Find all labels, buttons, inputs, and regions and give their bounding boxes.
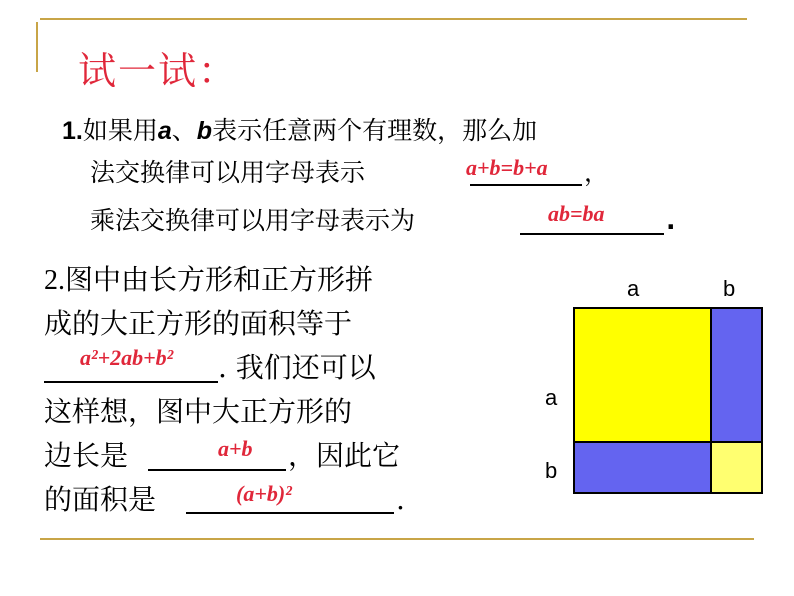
diagram-label-left-b: b [545,458,558,483]
q1-number: 1. [62,117,83,145]
q2-answer-3: (a+b)² [236,481,292,506]
q2-number: 2. [44,265,65,296]
q2-line4: 这样想，图中大正方形的 [44,395,353,428]
q1-line1-post: 表示任意两个有理数，那么加 [212,116,538,145]
q2-line5-pre: 边长是 [44,439,129,472]
q1-var-a: a [157,117,172,145]
big-square-a [573,307,712,443]
q1-line2-comma: ， [584,158,610,187]
q2-line1-text: 图中由长方形和正方形拼 [65,263,374,296]
q1-var-b: b [196,117,213,145]
q1-line3-period: . [666,206,676,235]
q2-line2: 成的大正方形的面积等于 [44,307,353,340]
q2-answer-2: a+b [218,436,253,461]
diagram-label-top-a: a [627,276,640,301]
q2-answer-1: a²+2ab+b² [80,345,174,370]
q1-line3-text: 乘法交换律可以用字母表示为 [90,206,416,235]
rectangle-ab-right [710,307,763,443]
q1-answer-1: a+b=b+a [466,155,548,180]
rectangle-ab-bottom [573,441,712,494]
q2-line6-post: . [396,483,405,516]
diagram-label-top-b: b [723,276,736,301]
slide-title: 试一试： [78,49,239,93]
small-square-b [710,441,763,494]
diagram-label-left-a: a [545,385,558,410]
q1-answer-2: ab=ba [548,201,605,226]
q2-line6-pre: 的面积是 [44,483,157,516]
q1-separator: 、 [171,116,197,145]
q1-line1-pre: 如果用 [82,116,158,145]
q2-line3-text: . 我们还可以 [218,351,376,384]
q2-line5-post: ，因此它 [288,439,401,472]
q1-line2-text: 法交换律可以用字母表示 [90,158,366,187]
